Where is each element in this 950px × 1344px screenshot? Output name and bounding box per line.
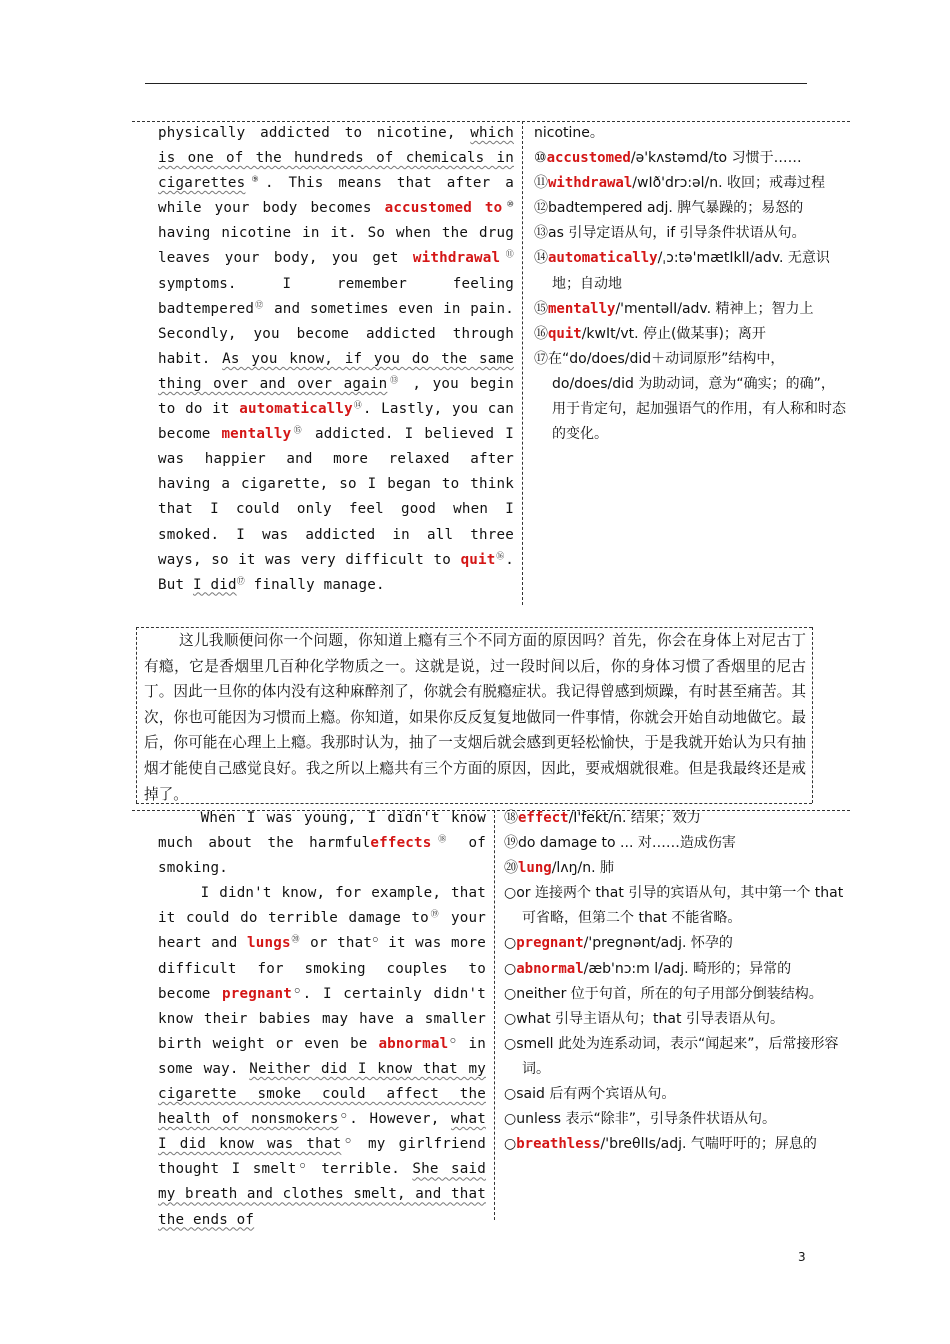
- note-item: ⑫badtempered adj. 脾气暴躁的；易怒的: [534, 200, 804, 217]
- note-item: ○neither 位于句首，所在的句子用部分倒装结构。: [504, 985, 823, 1002]
- note-item: ⑳lung/lʌŋ/n. 肺: [504, 860, 614, 877]
- note-item: ○or 连接两个 that 引导的宾语从句，其中第一个 that 可省略，但第二个 that 不能省略。: [504, 885, 844, 927]
- keyword-lungs: lungs: [247, 935, 291, 952]
- note-item: ⑭automatically/ˌɔ:tə'mætIklI/adv. 无意识地；自动地: [534, 250, 830, 292]
- keyword-effects: effects: [370, 835, 432, 852]
- section1-column-divider: [522, 121, 523, 605]
- section2-column-divider: [494, 810, 495, 1220]
- keyword-accustomed: accustomed to: [384, 200, 503, 217]
- header-rule: [145, 83, 807, 84]
- note-item: nicotine。: [534, 125, 604, 141]
- chinese-translation: 这儿我顺便问你一个问题，你知道上瘾有三个不同方面的原因吗？首先，你会在身体上对尼古丁有瘾，它是香烟里几百种化学物质之一。这就是说，过一段时间以后，你的身体习惯了香烟里的尼古丁。因此一旦你的体内没有这种麻醉剂了，你就会有脱瘾症状。我记得曾感到烦躁，有时甚至痛苦。其次，你也可能因为习惯而上瘾。你知道，如果你反反复复地做同一件事情，你就会开始自动地做它。最后，你可能在心理上上瘾。我那时认为，抽了一支烟后就会感到更轻松愉快，于是我就开始认为只有抽烟才能使自己感觉良好。我之所以上瘾共有三个方面的原因，因此，要戒烟就很难。但是我最终还是戒掉了。: [144, 632, 806, 803]
- keyword-quit: quit: [460, 551, 496, 568]
- keyword-pregnant: pregnant: [222, 985, 292, 1002]
- keyword-abnormal: abnormal: [378, 1035, 449, 1052]
- note-item: ○said 后有两个宾语从句。: [504, 1086, 676, 1103]
- keyword-automatically: automatically: [239, 401, 353, 418]
- note-item: ⑱effect/I'fekt/n. 结果；效力: [504, 810, 701, 826]
- translation-right-border: [812, 627, 813, 803]
- keyword-withdrawal: withdrawal: [412, 250, 501, 267]
- note-item: ○abnormal/æb'nɔ:m l/adj. 畸形的；异常的: [504, 960, 792, 977]
- note-item: ⑬as 引导定语从句，if 引导条件状语从句。: [534, 225, 806, 242]
- note-item: ⑪withdrawal/wIð'drɔ:əl/n. 收回；戒毒过程: [534, 175, 826, 192]
- note-item: ⑯quit/kwIt/vt. 停止(做某事)；离开: [534, 325, 766, 342]
- keyword-mentally: mentally: [221, 426, 292, 443]
- note-item: ⑰在“do/does/did＋动词原形”结构中，do/does/did 为助动词，意为“确实；的确”，用于肯定句，起加强语气的作用，有人称和时态的变化。: [534, 350, 846, 443]
- note-item: ⑩accustomed/ə'kʌstəmd/to 习惯于……: [534, 150, 802, 167]
- section2-english-text: When I was young, I didn't know much about the harmfuleffects⑱ of smoking. I didn't know, for example, that it could do terrible damage to⑲ your heart and lungs⑳ or that○ it was more difficult for smoking couples to become pregnant○. I certainly didn't know their babies may have a smaller birth weight or even be abnormal○ in some way. Neither did I know that my cigarette smoke could affect the health of nonsmokers○. However, what I did know was that○ my girlfriend thought I smelt○ terrible. She said my breath and clothes smelt, and that the ends of: [158, 810, 486, 1228]
- note-item: ○smell 此处为连系动词，表示“闻起来”，后常接形容词。: [504, 1035, 839, 1077]
- section1-english-text: physically addicted to nicotine, which is one of the hundreds of chemicals in cigarettes⑨. This means that after a while your body becomes accustomed to⑩ having nicotine in it. So when the drug leaves your body, you get withdrawal⑪ symptoms. I remember feeling badtempered⑫ and sometimes even in pain. Secondly, you become addicted through habit. As you know, if you do the same thing over and over again⑬ , you begin to do it automatically⑭. Lastly, you can become mentally⑮ addicted. I believed I was happier and more relaxed after having a cigarette, so I began to think that I could only feel good when I smoked. I was addicted in all three ways, so it was very difficult to quit⑯. But I did⑰ finally manage.: [158, 125, 515, 593]
- page-number: 3: [798, 1250, 806, 1264]
- section1-notes: [534, 121, 846, 447]
- note-item: ○unless 表示“除非”，引导条件状语从句。: [504, 1111, 777, 1128]
- translation-left-border: [136, 627, 137, 803]
- note-item: ⑮mentally/'mentəlI/adv. 精神上；智力上: [534, 300, 814, 317]
- note-item: ○pregnant/'pregnənt/adj. 怀孕的: [504, 935, 733, 952]
- note-item: ⑲do damage to ... 对……造成伤害: [504, 835, 736, 852]
- note-item: ○breathless/'breθlIs/adj. 气喘吁吁的；屏息的: [504, 1136, 817, 1153]
- section2-notes: [504, 806, 846, 1157]
- note-item: ○what 引导主语从句；that 引导表语从句。: [504, 1010, 784, 1027]
